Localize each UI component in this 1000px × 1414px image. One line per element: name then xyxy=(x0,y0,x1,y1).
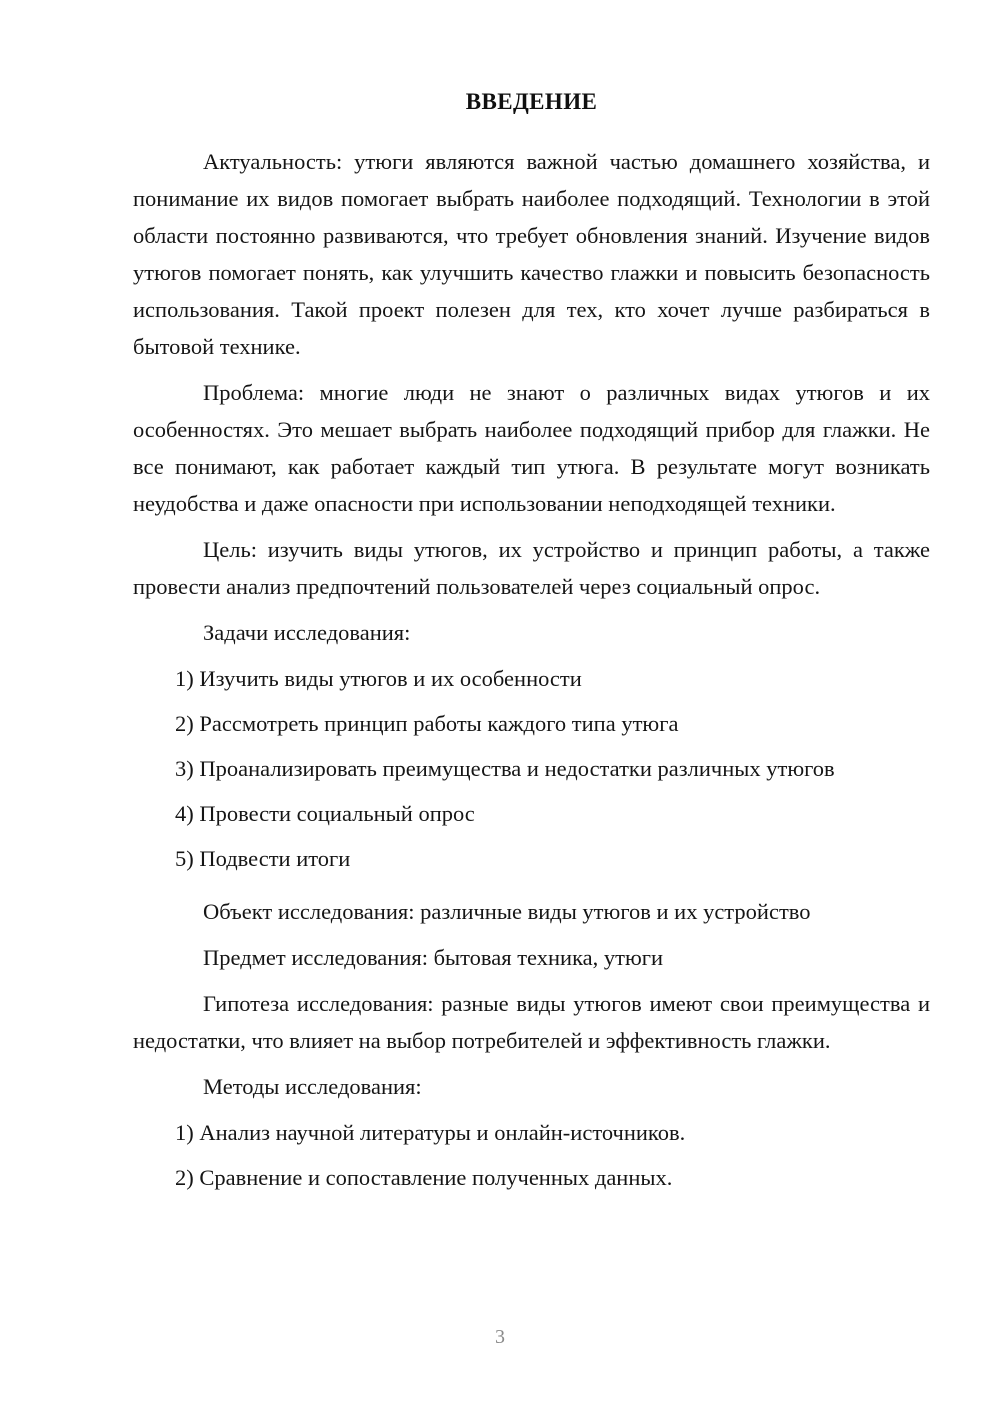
section-spacer xyxy=(133,885,930,893)
list-item: 5) Подвести итоги xyxy=(175,845,351,871)
tasks-label: Задачи исследования: xyxy=(203,619,411,645)
page-title: ВВЕДЕНИЕ xyxy=(465,89,598,114)
list-item: 4) Провести социальный опрос xyxy=(175,800,475,826)
page-number: 3 xyxy=(495,1326,505,1348)
methods-list xyxy=(133,1114,930,1196)
list-item: 1) Анализ научной литературы и онлайн-источников. xyxy=(175,1119,686,1145)
paragraph-object: Объект исследования: различные виды утюгов и их устройство xyxy=(203,898,811,924)
paragraph-problem: Проблема: многие люди не знают о различных видах утюгов и их особенностях. Это мешает выбрать наиболее подходящий прибор для глажки. Не все понимают, как работает каждый тип утюга. В результате могут возникать неудобства и даже опасности при использовании неподходящей техники. xyxy=(133,379,930,516)
list-item: 2) Сравнение и сопоставление полученных данных. xyxy=(175,1164,673,1190)
methods-label: Методы исследования: xyxy=(203,1073,422,1099)
list-item: 3) Проанализировать преимущества и недостатки различных утюгов xyxy=(175,755,835,781)
tasks-list xyxy=(133,660,930,877)
document-body xyxy=(133,88,930,1204)
list-item: 2) Рассмотреть принцип работы каждого типа утюга xyxy=(175,710,679,736)
paragraph-goal: Цель: изучить виды утюгов, их устройство и принцип работы, а также провести анализ предпочтений пользователей через социальный опрос. xyxy=(133,536,930,599)
list-item: 1) Изучить виды утюгов и их особенности xyxy=(175,665,582,691)
paragraph-hypothesis: Гипотеза исследования: разные виды утюгов имеют свои преимущества и недостатки, что влияет на выбор потребителей и эффективность глажки. xyxy=(133,990,930,1053)
paragraph-subject: Предмет исследования: бытовая техника, утюги xyxy=(203,944,664,970)
paragraph-relevance: Актуальность: утюги являются важной частью домашнего хозяйства, и понимание их видов помогает выбрать наиболее подходящий. Технологии в этой области постоянно развиваются, что требует обновления знаний. Изучение видов утюгов помогает понять, как улучшить качество глажки и повысить безопасность использования. Такой проект полезен для тех, кто хочет лучше разбираться в бытовой технике. xyxy=(133,148,930,359)
